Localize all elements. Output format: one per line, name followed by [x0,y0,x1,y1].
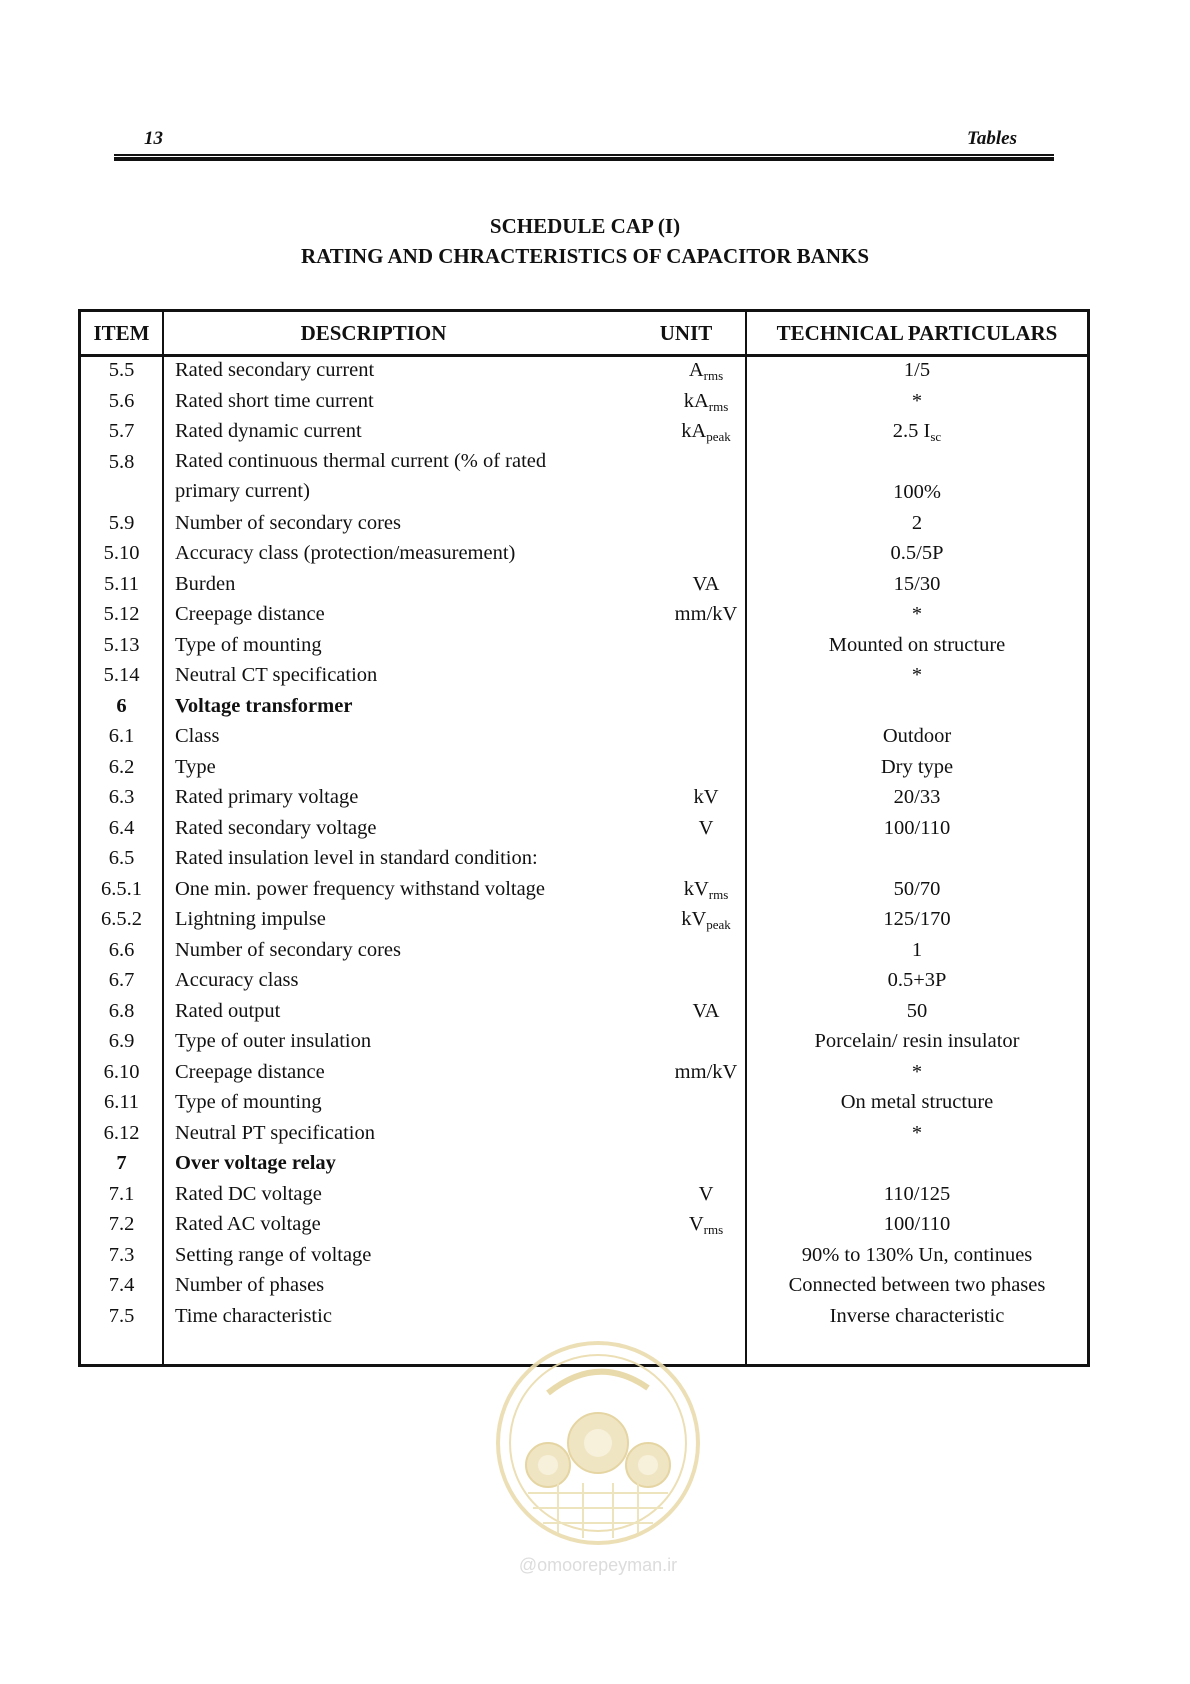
table-row [81,662,1087,693]
item-number: 5.7 [108,420,135,442]
description-cell: Creepage distance [175,603,325,625]
technical-value: 100/110 [883,816,951,839]
table-row [81,967,1087,998]
table-row [81,418,1087,449]
technical-value: Porcelain/ resin insulator [814,1030,1020,1052]
table-row [81,601,1087,632]
item-number: 6.9 [108,1030,135,1052]
column-header-description: DESCRIPTION [300,321,447,345]
technical-value: 100% [893,480,941,503]
table-row [81,998,1087,1029]
description-cell: Setting range of voltage [175,1243,372,1266]
description-cell: Number of phases [175,1274,325,1296]
unit-subscript: rms [708,398,729,414]
unit-base: V [688,1213,704,1235]
item-number: 6.5 [108,847,135,869]
technical-value: 2.5 I [892,420,931,442]
description-cell: One min. power frequency withstand voltage [175,877,546,900]
item-number: 6.3 [108,786,135,808]
table-row [81,388,1087,419]
technical-particulars-cell [747,573,1087,596]
description-cell: Rated DC voltage [175,1182,322,1205]
table-row [81,571,1087,602]
description-cell: Number of secondary cores [175,511,401,534]
item-number: 6.5.1 [101,877,142,900]
technical-particulars-cell [747,969,1087,992]
table-body [81,357,1087,1333]
item-number: 6.12 [103,1121,140,1144]
description-cell: Neutral PT specification [175,1121,376,1144]
watermark-seal [488,1333,708,1583]
table-row [81,1120,1087,1151]
table-row [81,1181,1087,1212]
technical-particulars-cell [747,1305,1087,1328]
description-cell: Type [175,755,216,778]
description-cell: Rated secondary current [175,359,375,381]
technical-particulars-cell [747,1030,1087,1053]
technical-value: * [911,664,923,686]
table-row [81,1059,1087,1090]
table-row [81,540,1087,571]
description-cell: Rated short time current [175,389,374,412]
item-number: 5.5 [108,359,135,381]
description-cell: Type of outer insulation [175,1030,372,1052]
item-number: 5.14 [103,664,140,686]
technical-particulars-cell [747,1274,1087,1297]
gear-seal-icon [488,1333,708,1553]
technical-value: 50 [906,999,928,1022]
technical-value: 0.5+3P [887,969,947,991]
item-number: 7.2 [108,1213,135,1235]
technical-value: On metal structure [840,1091,994,1113]
technical-particulars-cell [747,390,1087,413]
column-header-item: ITEM [93,321,150,345]
unit-base: V [698,1182,714,1205]
unit-subscript: rms [703,368,724,383]
technical-value: * [911,1121,923,1144]
column-header-unit: UNIT [659,321,713,345]
technical-value: 1 [911,938,923,961]
technical-particulars-cell [747,512,1087,535]
unit-base: kV [681,908,707,930]
header-rule [114,154,1054,161]
description-cell: Number of secondary cores [175,938,401,961]
technical-value: 125/170 [883,908,951,930]
table-row [81,906,1087,937]
page-header [114,126,1054,149]
item-number: 6.5.2 [101,908,142,930]
unit-base: mm/kV [674,1060,738,1083]
description-cell: Type of mounting [175,633,322,656]
technical-value: 0.5/5P [890,542,944,564]
technical-value: Outdoor [882,725,952,747]
technical-value: 2 [911,511,923,534]
technical-particulars-cell [747,1244,1087,1267]
unit-base: kV [693,786,719,808]
technical-particulars-cell [747,542,1087,565]
watermark-text: @omoorepeyman.ir [518,1555,678,1575]
description-cell: Rated dynamic current [175,420,362,442]
description-cell: Rated secondary voltage [175,816,377,839]
description-cell: Over voltage relay [175,1152,336,1174]
table-row [81,632,1087,663]
item-number: 5.6 [108,389,135,412]
section-row [81,693,1087,724]
description-cell: Rated continuous thermal current (% of rated primary current) [175,449,547,502]
technical-particulars-cell [747,603,1087,626]
technical-particulars-cell [747,878,1087,901]
technical-value: Inverse characteristic [829,1304,1005,1327]
table-row [81,754,1087,785]
unit-base: kA [683,389,709,412]
technical-value: * [911,389,923,412]
section-row [81,1150,1087,1181]
technical-particulars-cell [747,908,1087,931]
unit-subscript: peak [706,917,731,932]
unit-base: V [698,816,714,839]
technical-particulars-cell [747,634,1087,657]
item-number: 6 [116,694,127,717]
technical-value: * [911,1060,923,1083]
item-number: 6.10 [103,1060,140,1083]
item-number: 5.10 [103,542,140,564]
unit-base: VA [692,572,720,595]
technical-value: 15/30 [893,572,941,595]
description-cell: Rated output [175,999,281,1022]
technical-value: Connected between two phases [788,1274,1046,1296]
description-cell: Class [175,725,220,747]
table-row [81,510,1087,541]
table-row [81,1303,1087,1334]
item-number: 6.7 [108,969,135,991]
item-number: 6.2 [108,755,135,778]
description-cell: Creepage distance [175,1060,325,1083]
technical-particulars-cell [747,1122,1087,1145]
schedule-title: SCHEDULE CAP (I) [489,214,681,238]
technical-value: Dry type [880,755,954,778]
page-number: 13 [144,128,163,149]
technical-value: 50/70 [893,877,941,900]
unit-base: mm/kV [674,603,738,625]
column-header-technical-particulars: TECHNICAL PARTICULARS [776,321,1058,345]
table-row [81,815,1087,846]
table-row [81,723,1087,754]
technical-value: 1/5 [903,359,931,381]
description-cell: Burden [175,572,236,595]
technical-value: 20/33 [893,786,941,808]
item-number: 6.8 [108,999,135,1022]
technical-particulars-cell [747,1183,1087,1206]
item-number: 7.4 [108,1274,135,1296]
technical-particulars-cell [747,786,1087,809]
unit-base: kV [683,877,709,900]
item-number: 7.5 [108,1304,135,1327]
description-cell: Rated insulation level in standard condition: [175,847,538,869]
item-number: 5.13 [103,633,140,656]
table-row [81,937,1087,968]
specifications-table [78,309,1090,1367]
unit-base: kA [681,420,707,442]
technical-particulars-cell [747,420,1087,443]
item-number: 5.12 [103,603,140,625]
description-cell: Rated AC voltage [175,1213,321,1235]
technical-value: 110/125 [883,1182,951,1205]
item-number: 7 [116,1152,127,1174]
technical-particulars-cell [747,1091,1087,1114]
table-row [81,357,1087,388]
description-cell: Neutral CT specification [175,664,378,686]
technical-value: 100/110 [883,1213,951,1235]
technical-value: * [911,603,923,625]
item-number: 5.11 [103,572,140,595]
technical-value: 90% to 130% Un, continues [801,1243,1033,1266]
item-number: 6.6 [108,938,135,961]
table-row [81,845,1087,876]
table-row [81,1242,1087,1273]
technical-particulars-cell [747,1061,1087,1084]
item-number: 6.4 [108,816,135,839]
item-number: 7.1 [108,1182,135,1205]
technical-particulars-cell [747,817,1087,840]
technical-subscript: sc [930,429,942,444]
technical-particulars-cell [747,359,1087,382]
description-cell: Type of mounting [175,1091,322,1113]
technical-particulars-cell [747,1000,1087,1023]
table-row [81,1028,1087,1059]
description-cell: Voltage transformer [175,694,353,717]
technical-particulars-cell [747,481,1087,504]
table-row [81,876,1087,907]
unit-base: VA [692,999,720,1022]
technical-particulars-cell [747,939,1087,962]
technical-value: Mounted on structure [828,633,1006,656]
item-number: 7.3 [108,1243,135,1266]
document-title: RATING AND CHRACTERISTICS OF CAPACITOR BANKS [300,244,870,268]
technical-particulars-cell [747,756,1087,779]
item-number: 5.9 [108,511,135,534]
unit-subscript: rms [708,886,729,902]
table-row [81,1272,1087,1303]
technical-particulars-cell [747,725,1087,748]
description-cell: Time characteristic [175,1304,332,1327]
description-cell: Accuracy class (protection/measurement) [175,542,516,564]
unit-subscript: rms [703,1222,724,1237]
item-number: 6.1 [108,725,135,747]
table-row [81,449,1087,510]
item-number: 5.8 [108,450,135,473]
table-row [81,784,1087,815]
description-cell: Accuracy class [175,969,299,991]
running-title: Tables [967,128,1017,149]
technical-particulars-cell [747,664,1087,687]
technical-particulars-cell [747,1213,1087,1236]
table-row [81,1089,1087,1120]
description-cell: Rated primary voltage [175,786,359,808]
unit-subscript: peak [706,429,731,444]
description-cell: Lightning impulse [175,908,326,930]
unit-base: A [688,359,704,381]
item-number: 6.11 [103,1091,140,1113]
table-row [81,1211,1087,1242]
